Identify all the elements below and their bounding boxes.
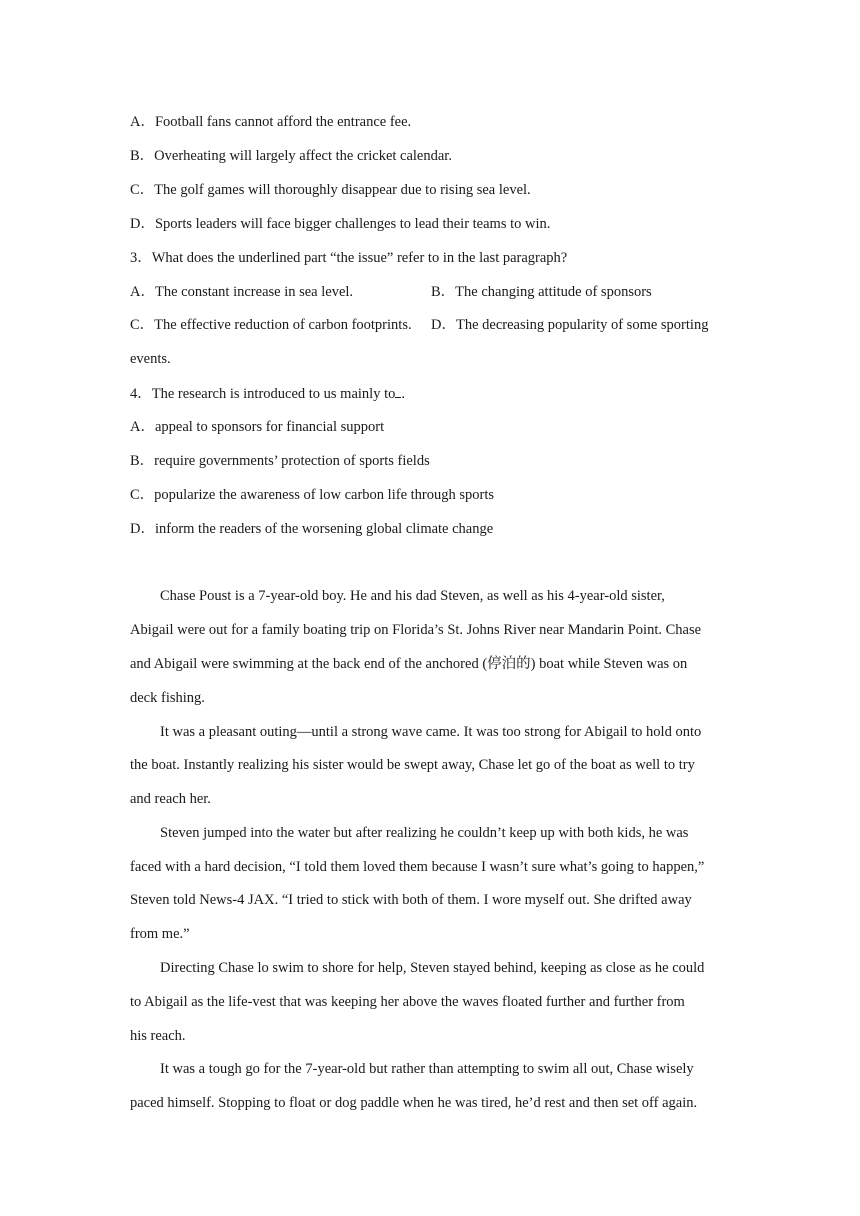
passage-p2-line2: the boat. Instantly realizing his sister would be swept away, Chase let go of the boat as well to try [130,757,695,773]
passage-p1-line1: Chase Poust is a 7-year-old boy. He and his dad Steven, as well as his 4-year-old sister, [160,588,665,604]
q2-option-c: C．The golf games will thoroughly disappear due to rising sea level. [130,182,531,198]
q2-option-a: A．Football fans cannot afford the entrance fee. [130,114,412,130]
q4-stem-end: . [401,386,405,402]
q3-stem: 3．What does the underlined part “the issue” refer to in the last paragraph? [130,250,568,266]
passage-p3-line1: Steven jumped into the water but after realizing he couldn’t keep up with both kids, he was [160,825,689,841]
q2-option-d: D．Sports leaders will face bigger challenges to lead their teams to win. [130,216,551,232]
passage-p3-line3: Steven told News-4 JAX. “I tried to stick with both of them. I wore myself out. She drifted away [130,892,692,908]
passage-p5-line2: paced himself. Stopping to float or dog paddle when he was tired, he’d rest and then set off again. [130,1095,698,1111]
q4-stem [130,384,405,403]
q4-option-a: A．appeal to sponsors for financial support [130,419,385,435]
q3-option-d-continued: events. [130,351,171,367]
q3-option-b: B．The changing attitude of sponsors [431,284,652,300]
passage-p1-line2: Abigail were out for a family boating trip on Florida’s St. Johns River near Mandarin Point. Chase [130,622,702,638]
q3-option-a: A．The constant increase in sea level. [130,284,354,300]
passage-p4-line2: to Abigail as the life-vest that was keeping her above the waves floated further and further from [130,994,685,1010]
q4-option-b: B．require governments’ protection of sports fields [130,453,430,469]
passage-p1-line3: and Abigail were swimming at the back end of the anchored (停泊的) boat while Steven was on [130,656,688,672]
q4-stem-text: 4．The research is introduced to us mainly to [130,386,396,402]
passage-p1-line4: deck fishing. [130,690,205,706]
q3-option-d: D．The decreasing popularity of some sporting [431,317,709,333]
q4-option-d: D．inform the readers of the worsening global climate change [130,521,494,537]
passage-p4-line3: his reach. [130,1028,186,1044]
q3-option-c: C．The effective reduction of carbon footprints. [130,317,412,333]
passage-p3-line4: from me.” [130,926,190,942]
passage-p5-line1: It was a tough go for the 7-year-old but rather than attempting to swim all out, Chase wisely [160,1061,694,1077]
q2-option-b: B．Overheating will largely affect the cricket calendar. [130,148,452,164]
passage-p2-line3: and reach her. [130,791,211,807]
passage-p2-line1: It was a pleasant outing—until a strong wave came. It was too strong for Abigail to hold onto [160,724,702,740]
passage-p4-line1: Directing Chase lo swim to shore for help, Steven stayed behind, keeping as close as he could [160,960,705,976]
passage-p3-line2: faced with a hard decision, “I told them loved them because I wasn’t sure what’s going to happen,” [130,859,705,875]
q4-option-c: C．popularize the awareness of low carbon life through sports [130,487,495,503]
